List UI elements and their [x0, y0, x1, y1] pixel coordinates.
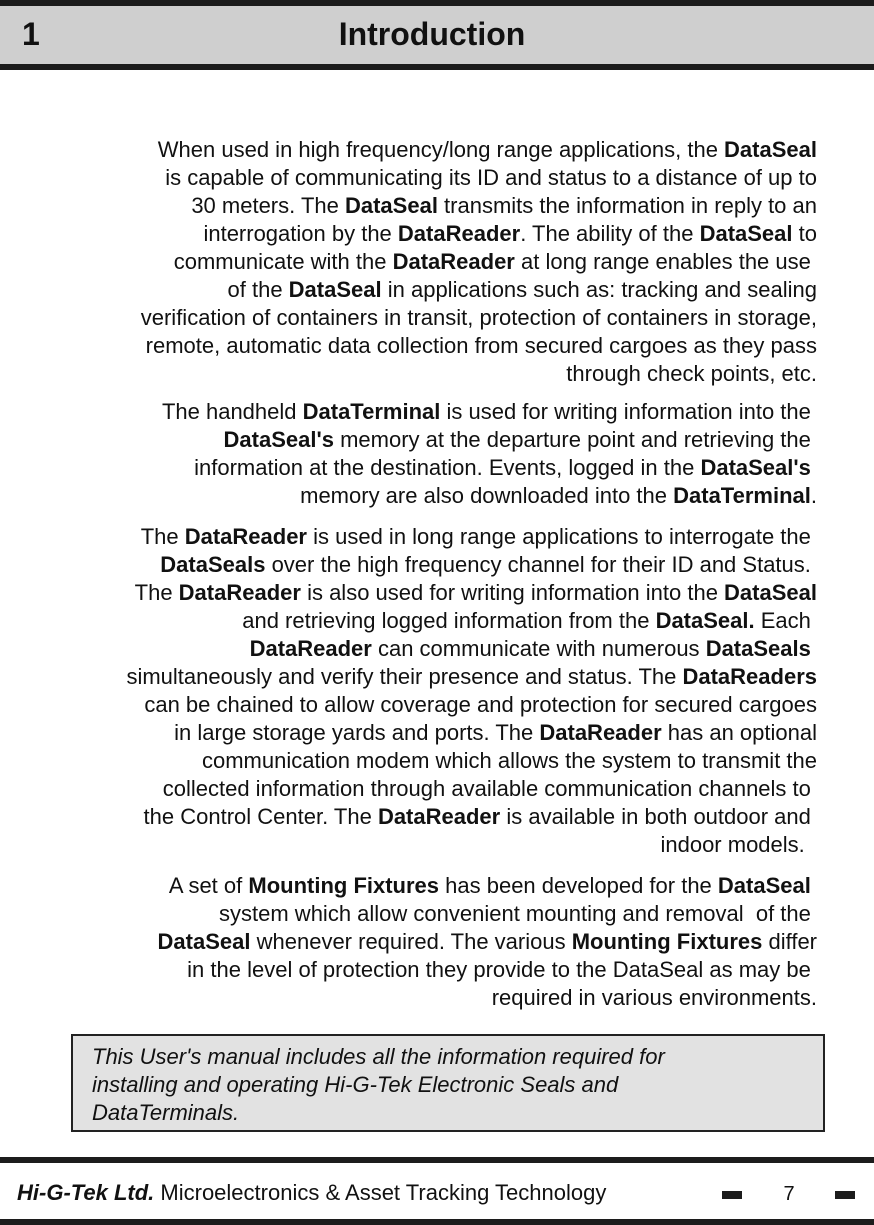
text-line — [20, 426, 817, 454]
text-run: communicate with the — [173, 249, 393, 274]
text-run: required in various environments. — [491, 985, 817, 1010]
text-run: whenever required. The various — [250, 929, 572, 954]
text-run: to — [792, 221, 817, 246]
header-bottom-rule — [0, 64, 874, 70]
chapter-title: Introduction — [338, 16, 526, 52]
bold-term: DataReaders — [682, 664, 817, 689]
bold-term: Mounting Fixtures — [248, 873, 440, 898]
bold-term: DataReader — [178, 580, 301, 605]
text-line — [20, 956, 817, 984]
text-run: is available in both outdoor and — [500, 804, 817, 829]
text-line — [20, 775, 817, 803]
paragraph-dataseal-range — [20, 136, 817, 388]
bold-term: DataSeals — [160, 552, 266, 577]
footer-top-rule — [0, 1157, 874, 1163]
page-marker-left — [722, 1191, 742, 1199]
bold-term: DataReader — [397, 221, 521, 246]
text-line — [20, 579, 817, 607]
text-run — [811, 873, 817, 898]
bold-term: DataReader — [249, 636, 372, 661]
text-run: in large storage yards and ports. The — [174, 720, 540, 745]
text-run: simultaneously and verify their presence and status. The — [126, 664, 683, 689]
footer-bottom-rule — [0, 1219, 874, 1225]
text-line — [20, 747, 817, 775]
text-run: is also used for writing information into the — [300, 580, 725, 605]
chapter-header — [0, 0, 874, 70]
text-line — [20, 635, 817, 663]
text-run: in applications such as: tracking and sealing — [381, 277, 817, 302]
bold-term: DataSeal — [288, 277, 382, 302]
paragraph-datareader — [20, 523, 817, 859]
text-run: communication modem which allows the system to transmit the — [201, 748, 817, 773]
footer-tagline: Microelectronics & Asset Tracking Technology — [154, 1180, 607, 1205]
note-line: DataTerminals. — [92, 1100, 240, 1125]
chapter-number: 1 — [22, 16, 40, 52]
text-line — [20, 607, 817, 635]
bold-term: DataSeal's — [223, 427, 334, 452]
text-run: has been developed for the — [439, 873, 718, 898]
text-run: . — [810, 483, 817, 508]
bold-term: DataTerminal — [302, 399, 441, 424]
bold-term: DataSeal's — [700, 455, 811, 480]
text-run: collected information through available communication channels to — [162, 776, 817, 801]
note-line: installing and operating Hi-G-Tek Electronic Seals and — [92, 1072, 619, 1097]
text-line — [20, 192, 817, 220]
text-line — [20, 482, 817, 510]
text-run: at long range enables the use — [514, 249, 817, 274]
text-run: transmits the information in reply to an — [437, 193, 817, 218]
text-line — [20, 803, 817, 831]
text-run: memory at the departure point and retrieving the — [333, 427, 817, 452]
text-line — [20, 872, 817, 900]
bold-term: DataReader — [539, 720, 662, 745]
text-line — [20, 719, 817, 747]
bold-term: Mounting Fixtures — [571, 929, 763, 954]
bold-term: DataSeal — [157, 929, 251, 954]
text-line — [20, 276, 817, 304]
text-line — [20, 984, 817, 1012]
text-run: of the — [227, 277, 289, 302]
note-line: This User's manual includes all the information required for — [92, 1044, 665, 1069]
text-run: The — [140, 524, 185, 549]
text-run: verification of containers in transit, protection of containers in storage, — [140, 305, 817, 330]
text-run: through check points, etc. — [566, 361, 817, 386]
paragraph-mounting-fixtures — [20, 872, 817, 1012]
bold-term: DataSeal — [724, 580, 817, 605]
text-line — [20, 248, 817, 276]
text-line — [20, 304, 817, 332]
text-run: The — [134, 580, 179, 605]
text-run: differ — [762, 929, 817, 954]
text-run: is used for writing information into the — [440, 399, 817, 424]
text-line — [20, 551, 817, 579]
text-run — [811, 636, 817, 661]
text-line — [20, 900, 817, 928]
bold-term: DataReader — [392, 249, 515, 274]
text-run: The handheld — [161, 399, 303, 424]
manual-note-box — [71, 1034, 825, 1132]
text-run: interrogation by the — [203, 221, 398, 246]
text-run: is used in long range applications to interrogate the — [307, 524, 817, 549]
page-marker-right — [835, 1191, 855, 1199]
bold-term: DataSeal — [344, 193, 438, 218]
text-run: indoor models. — [660, 832, 817, 857]
text-line — [20, 398, 817, 426]
paragraph-dataterminal — [20, 398, 817, 510]
bold-term: DataReader — [377, 804, 501, 829]
text-line — [20, 454, 817, 482]
text-run: is capable of communicating its ID and status to a distance of up to — [165, 165, 817, 190]
text-line — [20, 663, 817, 691]
text-line — [20, 928, 817, 956]
bold-term: DataReader — [184, 524, 307, 549]
text-run: has an optional — [661, 720, 817, 745]
footer-company: Hi-G-Tek Ltd. — [17, 1180, 155, 1205]
text-run: remote, automatic data collection from secured cargoes as they pass — [145, 333, 817, 358]
text-run: A set of — [168, 873, 249, 898]
text-run: and retrieving logged information from the — [242, 608, 656, 633]
bold-term: DataSeal — [724, 137, 817, 162]
text-run: can communicate with numerous — [371, 636, 706, 661]
bold-term: DataTerminal — [673, 483, 811, 508]
text-run: system which allow convenient mounting and removal of the — [219, 901, 817, 926]
text-run: When used in high frequency/long range applications, the — [157, 137, 725, 162]
text-line — [20, 831, 817, 859]
text-run: can be chained to allow coverage and protection for secured cargoes — [144, 692, 817, 717]
bold-term: DataSeal — [717, 873, 811, 898]
text-run: . The ability of the — [520, 221, 700, 246]
text-line — [20, 164, 817, 192]
text-run: information at the destination. Events, logged in the — [194, 455, 701, 480]
text-run: over the high frequency channel for their ID and Status. — [265, 552, 817, 577]
text-line — [20, 523, 817, 551]
bold-term: DataSeal — [699, 221, 793, 246]
text-line — [20, 360, 817, 388]
text-run: 30 meters. The — [191, 193, 345, 218]
page-number: 7 — [783, 1183, 795, 1205]
text-line — [20, 220, 817, 248]
text-run: memory are also downloaded into the — [300, 483, 674, 508]
text-run: in the level of protection they provide to the DataSeal as may be — [187, 957, 817, 982]
footer-text — [17, 1180, 606, 1206]
text-run: the Control Center. The — [143, 804, 378, 829]
bold-term: DataSeals — [705, 636, 811, 661]
text-run — [811, 455, 817, 480]
text-line — [20, 332, 817, 360]
text-run: Each — [754, 608, 817, 633]
bold-term: DataSeal. — [655, 608, 755, 633]
text-line — [20, 136, 817, 164]
text-line — [20, 691, 817, 719]
